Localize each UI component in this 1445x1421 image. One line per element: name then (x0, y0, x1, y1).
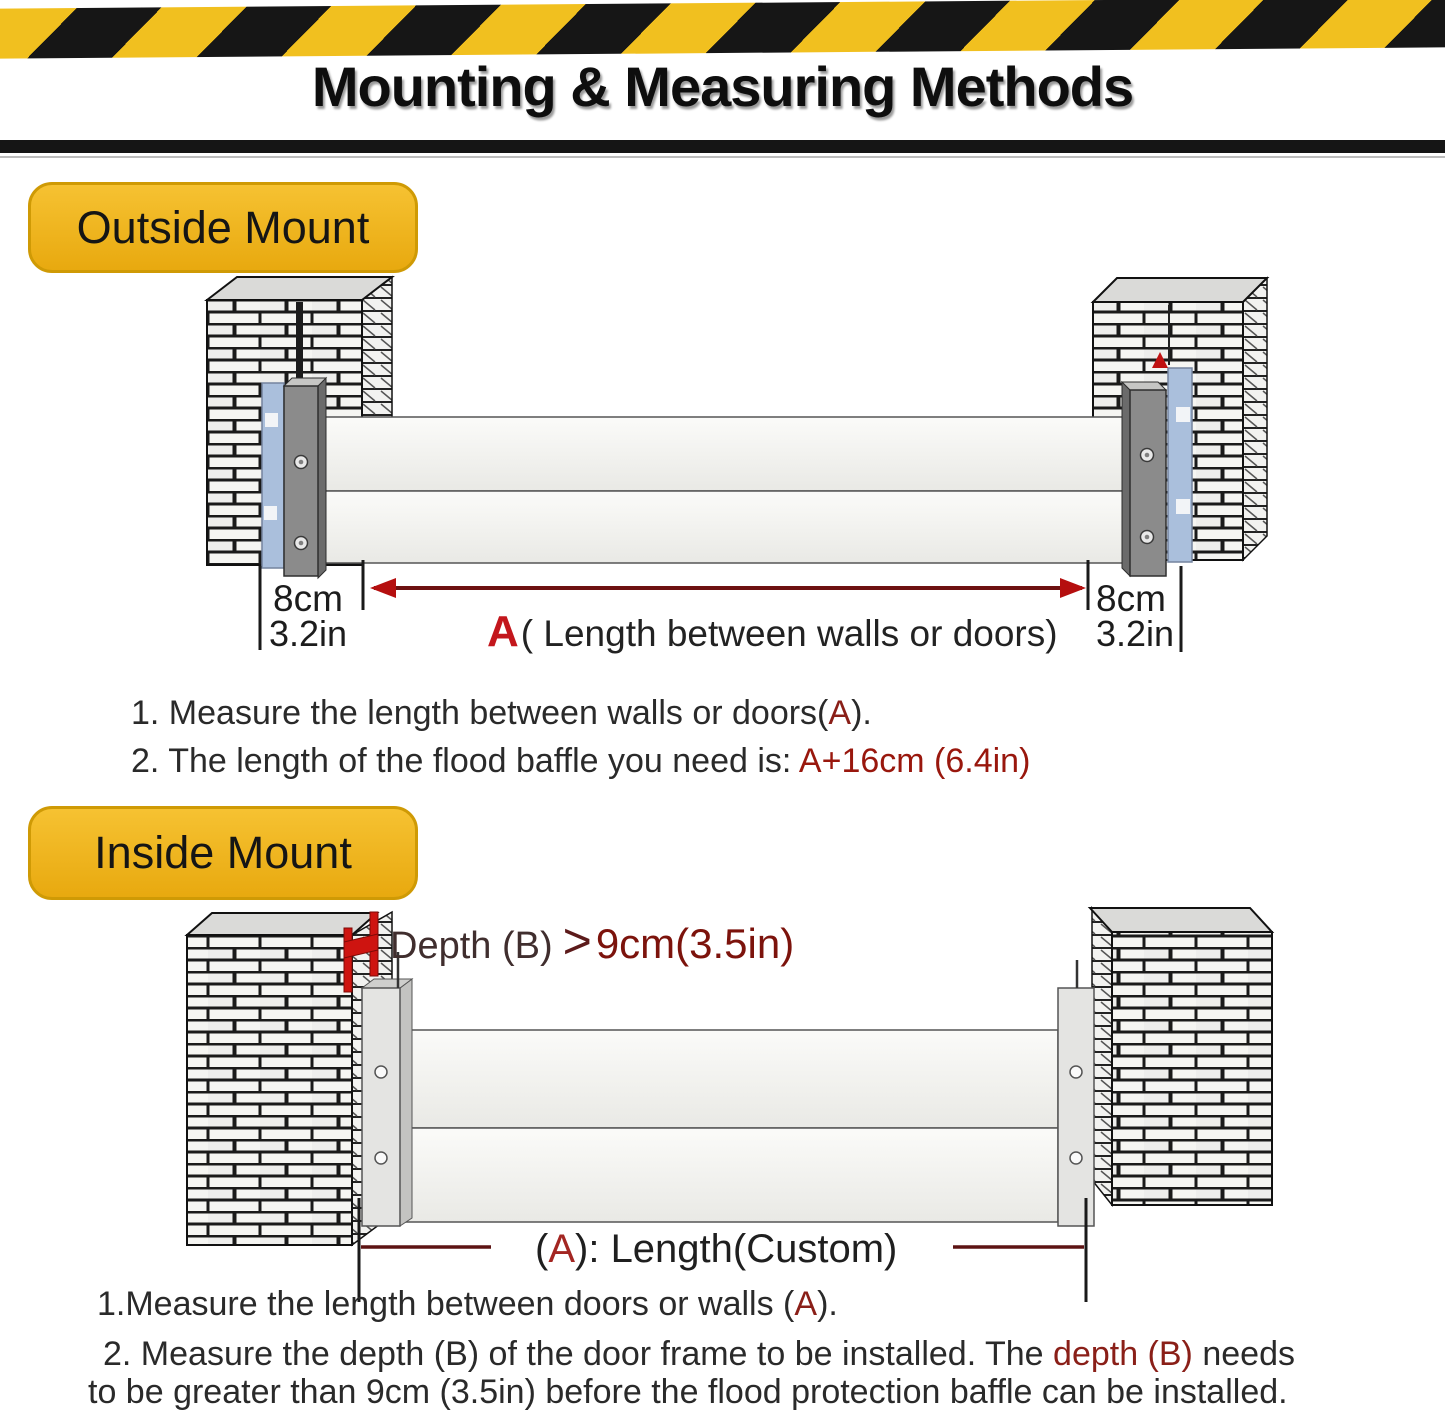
step-text: ). (817, 1285, 838, 1323)
red-bar (344, 928, 352, 992)
pillar-top-face (1090, 908, 1272, 932)
outside-mount-badge (28, 182, 418, 273)
channel-front (362, 988, 400, 1226)
pillar-side-face (362, 277, 392, 420)
step-highlight: A (828, 694, 852, 732)
bracket-bar-side (318, 378, 326, 578)
pillar-side-face (1243, 278, 1267, 560)
outside-step-1 (131, 694, 872, 733)
pillar-top-face (1093, 278, 1267, 302)
inside-mount-badge (28, 806, 418, 900)
bracket-bar-top (1122, 382, 1166, 390)
pillar-top-face (207, 277, 392, 300)
step-text: 1.Measure the length between doors or walls ( (97, 1285, 795, 1323)
outside-mount-label: Outside Mount (76, 201, 370, 253)
step-text: needs (1192, 1335, 1295, 1373)
length-open-paren: ( (535, 1227, 549, 1271)
screw-hole (1070, 1152, 1082, 1164)
greater-than-sign: > (562, 913, 592, 969)
page-title: Mounting & Measuring Methods (311, 55, 1134, 118)
depth-label (390, 913, 794, 969)
span-caption: ( Length between walls or doors) (520, 613, 1058, 654)
inside-right-pillar (1090, 908, 1272, 1205)
outside-mount-diagram (0, 268, 1445, 668)
outside-step-2 (131, 742, 1030, 781)
pillar-brick-face (187, 935, 352, 1245)
channel-side (400, 979, 412, 1226)
rail-slot (1176, 407, 1190, 422)
bracket-bar-top (284, 378, 326, 386)
length-caption: ): Length(Custom) (575, 1227, 898, 1271)
rail-slot (264, 506, 277, 520)
wall-anchor-slot (296, 302, 303, 380)
bracket-bar-front (1130, 390, 1166, 576)
pillar-brick-face (1112, 932, 1272, 1205)
depth-value: 9cm(3.5in) (595, 920, 795, 967)
step-text: 2. The length of the flood baffle you need is: (131, 742, 799, 780)
step-highlight: depth (B) (1053, 1335, 1193, 1373)
bracket-blue-rail (1168, 368, 1192, 562)
doorway-reveal (1092, 908, 1112, 1205)
inside-step-1 (97, 1285, 838, 1324)
dim-8cm-left: 8cm (273, 578, 343, 619)
header-divider-shadow (0, 156, 1445, 158)
right-arrowhead-icon (1060, 578, 1086, 598)
rail-slot (265, 413, 278, 427)
barrier-plank-bottom (322, 491, 1130, 563)
screw-hole-center (299, 460, 304, 465)
length-label (535, 1227, 897, 1271)
inside-left-channel (362, 979, 412, 1226)
dim-32in-left: 3.2in (269, 613, 348, 654)
screw-hole (375, 1066, 387, 1078)
hazard-stripe-banner (0, 0, 1445, 59)
dim-8cm-right: 8cm (1096, 578, 1166, 619)
step-text: ). (851, 694, 872, 732)
span-label (487, 607, 1058, 656)
screw-hole-center (1145, 453, 1150, 458)
header-divider (0, 140, 1445, 153)
screw-hole-center (1145, 535, 1150, 540)
screw-hole (1070, 1066, 1082, 1078)
screw-hole-center (299, 541, 304, 546)
channel-front (1058, 988, 1094, 1226)
outside-dimensions (260, 560, 1181, 656)
depth-label-text: Depth (B) (390, 925, 553, 967)
step-text: 1. Measure the length between walls or doors( (131, 694, 829, 732)
screw-hole (375, 1152, 387, 1164)
barrier-plank-bottom (400, 1128, 1058, 1222)
inside-step-2-line-1 (103, 1335, 1295, 1374)
inside-mount-label: Inside Mount (94, 827, 352, 878)
step-highlight: A (794, 1285, 818, 1323)
dim-32in-right: 3.2in (1096, 613, 1175, 654)
barrier-plank-top (322, 417, 1130, 491)
step-text: 2. Measure the depth (B) of the door frame to be installed. The (103, 1335, 1054, 1373)
flood-barrier (400, 1030, 1058, 1222)
step-text: to be greater than 9cm (3.5in) before the flood protection baffle can be installed. (88, 1373, 1288, 1411)
inside-mount-diagram (0, 895, 1445, 1310)
rail-slot (1176, 499, 1190, 514)
outside-left-bracket (262, 378, 326, 578)
step-highlight: A+16cm (6.4in) (798, 742, 1031, 780)
inside-step-2-line-2 (88, 1373, 1288, 1412)
span-letter-a: A (487, 607, 519, 656)
left-arrowhead-icon (370, 578, 396, 598)
length-letter-a: A (548, 1227, 576, 1271)
flood-barrier (322, 417, 1130, 563)
bracket-bar-side (1122, 382, 1130, 576)
bracket-blue-rail (262, 383, 284, 568)
inside-right-channel (1058, 960, 1094, 1226)
barrier-plank-top (400, 1030, 1058, 1128)
